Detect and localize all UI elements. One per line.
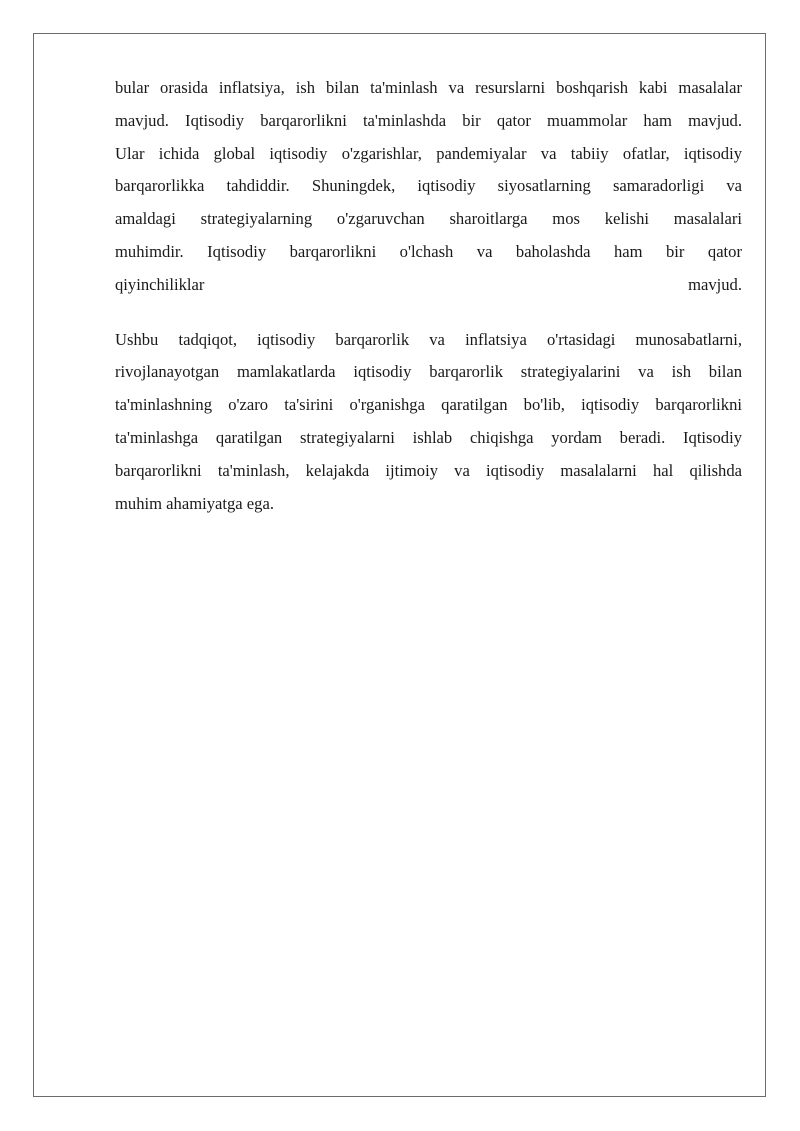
document-body [115, 72, 742, 520]
text-line: muhim ahamiyatga ega. [115, 493, 274, 513]
text-line: barqarorlikka tahdiddir. Shuningdek, iqtisodiy siyosatlarning samaradorligi va [115, 176, 742, 196]
text-line: Ushbu tadqiqot, iqtisodiy barqarorlik va inflatsiya o'rtasidagi munosabatlarni, [115, 329, 742, 349]
text-line: mavjud. Iqtisodiy barqarorlikni ta'minlashda bir qator muammolar ham mavjud. [115, 110, 742, 130]
text-line: qiyinchiliklar mavjud. [115, 274, 742, 294]
text-line: barqarorlikni ta'minlash, kelajakda ijtimoiy va iqtisodiy masalalarni hal qilishda [115, 460, 742, 480]
text-line: bular orasida inflatsiya, ish bilan ta'minlash va resurslarni boshqarish kabi masalalar [115, 78, 742, 97]
text-line: ta'minlashga qaratilgan strategiyalarni ishlab chiqishga yordam beradi. Iqtisodiy [115, 427, 742, 447]
text-line: amaldagi strategiyalarning o'zgaruvchan sharoitlarga mos kelishi masalalari [115, 209, 742, 229]
text-line: rivojlanayotgan mamlakatlarda iqtisodiy barqarorlik strategiyalarini va ish bilan [115, 362, 742, 382]
paragraph-2 [115, 324, 742, 521]
text-line: Ular ichida global iqtisodiy o'zgarishlar, pandemiyalar va tabiiy ofatlar, iqtisodiy [115, 143, 742, 163]
text-line: ta'minlashning o'zaro ta'sirini o'rganishga qaratilgan bo'lib, iqtisodiy barqarorlikni [115, 395, 742, 415]
paragraph-1 [115, 72, 742, 302]
paragraph-spacer [115, 302, 742, 324]
text-line: muhimdir. Iqtisodiy barqarorlikni o'lchash va baholashda ham bir qator [115, 241, 742, 261]
